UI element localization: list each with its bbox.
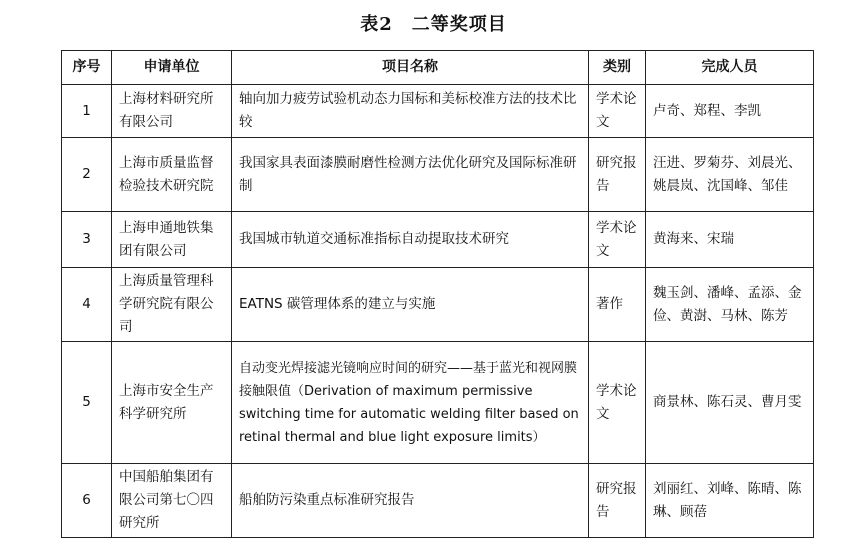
cell-members: 卢奇、郑程、李凯	[646, 85, 814, 138]
table-row	[62, 212, 814, 268]
table-row	[62, 138, 814, 212]
cell-unit: 中国船舶集团有限公司第七〇四研究所	[112, 464, 232, 538]
cell-no: 2	[62, 138, 112, 212]
cell-members: 商景林、陈石灵、曹月雯	[646, 342, 814, 464]
cell-members: 刘丽红、刘峰、陈晴、陈琳、顾蓓	[646, 464, 814, 538]
table-row	[62, 342, 814, 464]
cell-members: 黄海来、宋瑞	[646, 212, 814, 268]
award-table	[61, 50, 814, 538]
cell-project: 自动变光焊接滤光镜响应时间的研究——基于蓝光和视网膜接触限值（Derivation of maximum permissive switching time for automatic welding filter based on retinal thermal and blue light exposure limits）	[232, 342, 589, 464]
cell-project: 轴向加力疲劳试验机动态力国标和美标校准方法的技术比较	[232, 85, 589, 138]
cell-unit: 上海材料研究所有限公司	[112, 85, 232, 138]
cell-no: 4	[62, 268, 112, 342]
cell-category: 研究报告	[589, 138, 646, 212]
table-header-row	[62, 51, 814, 85]
cell-project: 我国家具表面漆膜耐磨性检测方法优化研究及国际标准研制	[232, 138, 589, 212]
header-project: 项目名称	[232, 51, 589, 85]
cell-project: 船舶防污染重点标准研究报告	[232, 464, 589, 538]
cell-no: 5	[62, 342, 112, 464]
cell-no: 1	[62, 85, 112, 138]
header-category: 类别	[589, 51, 646, 85]
cell-category: 研究报告	[589, 464, 646, 538]
cell-members: 魏玉剑、潘峰、孟添、金俭、黄澍、马林、陈芳	[646, 268, 814, 342]
table-title: 表2 二等奖项目	[360, 14, 507, 35]
cell-unit: 上海申通地铁集团有限公司	[112, 212, 232, 268]
table-row	[62, 268, 814, 342]
cell-category: 学术论文	[589, 342, 646, 464]
header-members: 完成人员	[646, 51, 814, 85]
cell-project: EATNS 碳管理体系的建立与实施	[232, 268, 589, 342]
header-no: 序号	[62, 51, 112, 85]
cell-unit: 上海市质量监督检验技术研究院	[112, 138, 232, 212]
cell-members: 汪进、罗菊芬、刘晨光、姚晨岚、沈国峰、邹佳	[646, 138, 814, 212]
cell-category: 学术论文	[589, 85, 646, 138]
cell-no: 3	[62, 212, 112, 268]
cell-unit: 上海市安全生产科学研究所	[112, 342, 232, 464]
table-row	[62, 464, 814, 538]
cell-project: 我国城市轨道交通标准指标自动提取技术研究	[232, 212, 589, 268]
cell-category: 著作	[589, 268, 646, 342]
cell-no: 6	[62, 464, 112, 538]
table-row	[62, 85, 814, 138]
cell-unit: 上海质量管理科学研究院有限公司	[112, 268, 232, 342]
cell-category: 学术论文	[589, 212, 646, 268]
header-unit: 申请单位	[112, 51, 232, 85]
